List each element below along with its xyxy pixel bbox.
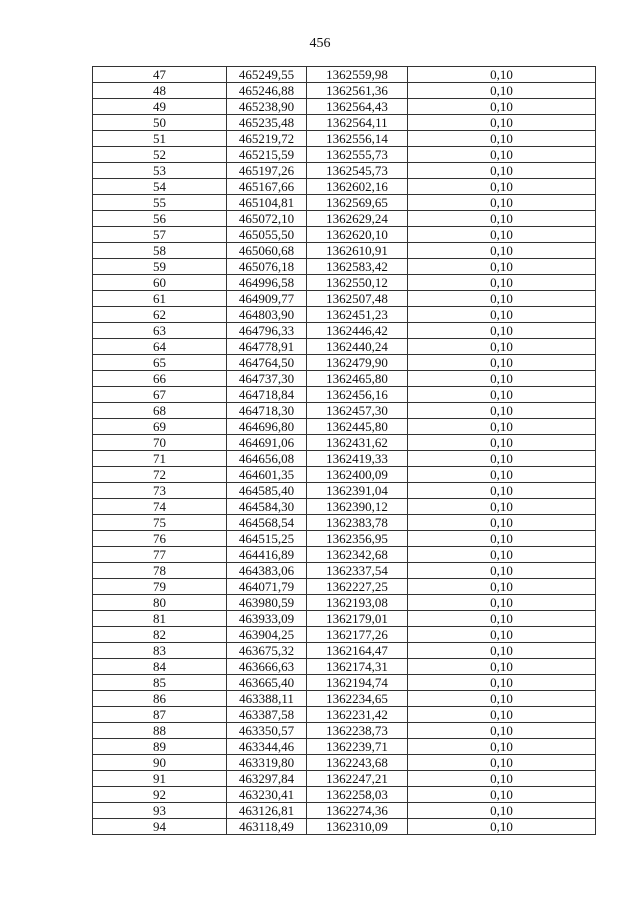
error-cell: 0,10: [408, 547, 596, 563]
point-number-cell: 57: [93, 227, 227, 243]
y-coordinate-cell: 1362583,42: [307, 259, 408, 275]
x-coordinate-cell: 465076,18: [227, 259, 307, 275]
error-cell: 0,10: [408, 723, 596, 739]
table-row: [93, 755, 596, 771]
x-coordinate-cell: 463350,57: [227, 723, 307, 739]
point-number-cell: 91: [93, 771, 227, 787]
point-number-cell: 60: [93, 275, 227, 291]
error-cell: 0,10: [408, 99, 596, 115]
x-coordinate-cell: 463666,63: [227, 659, 307, 675]
error-cell: 0,10: [408, 387, 596, 403]
error-cell: 0,10: [408, 83, 596, 99]
point-number-cell: 74: [93, 499, 227, 515]
point-number-cell: 59: [93, 259, 227, 275]
table-row: [93, 499, 596, 515]
error-cell: 0,10: [408, 371, 596, 387]
x-coordinate-cell: 464584,30: [227, 499, 307, 515]
x-coordinate-cell: 465219,72: [227, 131, 307, 147]
point-number-cell: 67: [93, 387, 227, 403]
y-coordinate-cell: 1362231,42: [307, 707, 408, 723]
error-cell: 0,10: [408, 115, 596, 131]
table-row: [93, 83, 596, 99]
point-number-cell: 94: [93, 819, 227, 835]
y-coordinate-cell: 1362243,68: [307, 755, 408, 771]
error-cell: 0,10: [408, 419, 596, 435]
point-number-cell: 65: [93, 355, 227, 371]
point-number-cell: 75: [93, 515, 227, 531]
y-coordinate-cell: 1362337,54: [307, 563, 408, 579]
y-coordinate-cell: 1362545,73: [307, 163, 408, 179]
error-cell: 0,10: [408, 659, 596, 675]
point-number-cell: 87: [93, 707, 227, 723]
y-coordinate-cell: 1362247,21: [307, 771, 408, 787]
error-cell: 0,10: [408, 611, 596, 627]
x-coordinate-cell: 463980,59: [227, 595, 307, 611]
y-coordinate-cell: 1362238,73: [307, 723, 408, 739]
error-cell: 0,10: [408, 739, 596, 755]
x-coordinate-cell: 464585,40: [227, 483, 307, 499]
error-cell: 0,10: [408, 227, 596, 243]
error-cell: 0,10: [408, 819, 596, 835]
error-cell: 0,10: [408, 435, 596, 451]
y-coordinate-cell: 1362620,10: [307, 227, 408, 243]
table-row: [93, 275, 596, 291]
error-cell: 0,10: [408, 803, 596, 819]
point-number-cell: 58: [93, 243, 227, 259]
point-number-cell: 76: [93, 531, 227, 547]
error-cell: 0,10: [408, 195, 596, 211]
point-number-cell: 62: [93, 307, 227, 323]
x-coordinate-cell: 465246,88: [227, 83, 307, 99]
error-cell: 0,10: [408, 211, 596, 227]
table-row: [93, 435, 596, 451]
y-coordinate-cell: 1362310,09: [307, 819, 408, 835]
error-cell: 0,10: [408, 307, 596, 323]
error-cell: 0,10: [408, 291, 596, 307]
point-number-cell: 84: [93, 659, 227, 675]
error-cell: 0,10: [408, 707, 596, 723]
x-coordinate-cell: 464718,84: [227, 387, 307, 403]
point-number-cell: 92: [93, 787, 227, 803]
x-coordinate-cell: 464515,25: [227, 531, 307, 547]
table-row: [93, 179, 596, 195]
table-row: [93, 371, 596, 387]
y-coordinate-cell: 1362383,78: [307, 515, 408, 531]
table-row: [93, 195, 596, 211]
y-coordinate-cell: 1362457,30: [307, 403, 408, 419]
table-row: [93, 643, 596, 659]
error-cell: 0,10: [408, 579, 596, 595]
y-coordinate-cell: 1362174,31: [307, 659, 408, 675]
table-row: [93, 451, 596, 467]
error-cell: 0,10: [408, 339, 596, 355]
table-row: [93, 739, 596, 755]
point-number-cell: 85: [93, 675, 227, 691]
y-coordinate-cell: 1362274,36: [307, 803, 408, 819]
table-row: [93, 307, 596, 323]
x-coordinate-cell: 464996,58: [227, 275, 307, 291]
point-number-cell: 68: [93, 403, 227, 419]
table-row: [93, 147, 596, 163]
point-number-cell: 88: [93, 723, 227, 739]
table-row: [93, 691, 596, 707]
point-number-cell: 66: [93, 371, 227, 387]
y-coordinate-cell: 1362569,65: [307, 195, 408, 211]
y-coordinate-cell: 1362561,36: [307, 83, 408, 99]
table-row: [93, 419, 596, 435]
table-row: [93, 227, 596, 243]
table-row: [93, 611, 596, 627]
error-cell: 0,10: [408, 451, 596, 467]
x-coordinate-cell: 464778,91: [227, 339, 307, 355]
point-number-cell: 79: [93, 579, 227, 595]
y-coordinate-cell: 1362602,16: [307, 179, 408, 195]
y-coordinate-cell: 1362629,24: [307, 211, 408, 227]
y-coordinate-cell: 1362239,71: [307, 739, 408, 755]
y-coordinate-cell: 1362555,73: [307, 147, 408, 163]
point-number-cell: 47: [93, 67, 227, 83]
error-cell: 0,10: [408, 243, 596, 259]
error-cell: 0,10: [408, 531, 596, 547]
point-number-cell: 71: [93, 451, 227, 467]
x-coordinate-cell: 463297,84: [227, 771, 307, 787]
x-coordinate-cell: 464696,80: [227, 419, 307, 435]
y-coordinate-cell: 1362258,03: [307, 787, 408, 803]
error-cell: 0,10: [408, 179, 596, 195]
y-coordinate-cell: 1362445,80: [307, 419, 408, 435]
table-row: [93, 323, 596, 339]
table-row: [93, 627, 596, 643]
table-row: [93, 355, 596, 371]
y-coordinate-cell: 1362559,98: [307, 67, 408, 83]
x-coordinate-cell: 465072,10: [227, 211, 307, 227]
point-number-cell: 70: [93, 435, 227, 451]
point-number-cell: 73: [93, 483, 227, 499]
y-coordinate-cell: 1362550,12: [307, 275, 408, 291]
point-number-cell: 48: [93, 83, 227, 99]
error-cell: 0,10: [408, 563, 596, 579]
point-number-cell: 90: [93, 755, 227, 771]
table-row: [93, 115, 596, 131]
error-cell: 0,10: [408, 627, 596, 643]
error-cell: 0,10: [408, 499, 596, 515]
x-coordinate-cell: 465249,55: [227, 67, 307, 83]
y-coordinate-cell: 1362164,47: [307, 643, 408, 659]
y-coordinate-cell: 1362356,95: [307, 531, 408, 547]
error-cell: 0,10: [408, 355, 596, 371]
error-cell: 0,10: [408, 787, 596, 803]
y-coordinate-cell: 1362227,25: [307, 579, 408, 595]
y-coordinate-cell: 1362400,09: [307, 467, 408, 483]
x-coordinate-cell: 464383,06: [227, 563, 307, 579]
point-number-cell: 54: [93, 179, 227, 195]
table-row: [93, 787, 596, 803]
point-number-cell: 89: [93, 739, 227, 755]
x-coordinate-cell: 465055,50: [227, 227, 307, 243]
table-row: [93, 803, 596, 819]
y-coordinate-cell: 1362431,62: [307, 435, 408, 451]
point-number-cell: 61: [93, 291, 227, 307]
table-row: [93, 403, 596, 419]
table-row: [93, 243, 596, 259]
x-coordinate-cell: 463388,11: [227, 691, 307, 707]
x-coordinate-cell: 465235,48: [227, 115, 307, 131]
x-coordinate-cell: 464796,33: [227, 323, 307, 339]
x-coordinate-cell: 464071,79: [227, 579, 307, 595]
point-number-cell: 81: [93, 611, 227, 627]
x-coordinate-cell: 463118,49: [227, 819, 307, 835]
x-coordinate-cell: 463126,81: [227, 803, 307, 819]
y-coordinate-cell: 1362556,14: [307, 131, 408, 147]
coordinates-table-body: [93, 67, 596, 835]
point-number-cell: 69: [93, 419, 227, 435]
point-number-cell: 50: [93, 115, 227, 131]
x-coordinate-cell: 463904,25: [227, 627, 307, 643]
table-row: [93, 723, 596, 739]
point-number-cell: 63: [93, 323, 227, 339]
x-coordinate-cell: 465104,81: [227, 195, 307, 211]
table-row: [93, 579, 596, 595]
y-coordinate-cell: 1362179,01: [307, 611, 408, 627]
table-row: [93, 675, 596, 691]
x-coordinate-cell: 463344,46: [227, 739, 307, 755]
y-coordinate-cell: 1362465,80: [307, 371, 408, 387]
x-coordinate-cell: 464909,77: [227, 291, 307, 307]
error-cell: 0,10: [408, 403, 596, 419]
page-number: 456: [309, 36, 331, 51]
error-cell: 0,10: [408, 483, 596, 499]
table-row: [93, 291, 596, 307]
x-coordinate-cell: 464764,50: [227, 355, 307, 371]
x-coordinate-cell: 465215,59: [227, 147, 307, 163]
x-coordinate-cell: 463319,80: [227, 755, 307, 771]
table-row: [93, 67, 596, 83]
point-number-cell: 64: [93, 339, 227, 355]
point-number-cell: 72: [93, 467, 227, 483]
error-cell: 0,10: [408, 131, 596, 147]
y-coordinate-cell: 1362446,42: [307, 323, 408, 339]
table-row: [93, 483, 596, 499]
x-coordinate-cell: 465238,90: [227, 99, 307, 115]
error-cell: 0,10: [408, 771, 596, 787]
table-row: [93, 547, 596, 563]
error-cell: 0,10: [408, 147, 596, 163]
x-coordinate-cell: 464601,35: [227, 467, 307, 483]
y-coordinate-cell: 1362342,68: [307, 547, 408, 563]
error-cell: 0,10: [408, 275, 596, 291]
point-number-cell: 55: [93, 195, 227, 211]
y-coordinate-cell: 1362390,12: [307, 499, 408, 515]
y-coordinate-cell: 1362234,65: [307, 691, 408, 707]
error-cell: 0,10: [408, 67, 596, 83]
table-row: [93, 819, 596, 835]
x-coordinate-cell: 465167,66: [227, 179, 307, 195]
point-number-cell: 93: [93, 803, 227, 819]
x-coordinate-cell: 463933,09: [227, 611, 307, 627]
x-coordinate-cell: 464416,89: [227, 547, 307, 563]
y-coordinate-cell: 1362610,91: [307, 243, 408, 259]
x-coordinate-cell: 464803,90: [227, 307, 307, 323]
x-coordinate-cell: 463230,41: [227, 787, 307, 803]
error-cell: 0,10: [408, 675, 596, 691]
point-number-cell: 77: [93, 547, 227, 563]
error-cell: 0,10: [408, 755, 596, 771]
table-row: [93, 387, 596, 403]
point-number-cell: 82: [93, 627, 227, 643]
x-coordinate-cell: 465060,68: [227, 243, 307, 259]
y-coordinate-cell: 1362479,90: [307, 355, 408, 371]
table-row: [93, 659, 596, 675]
error-cell: 0,10: [408, 691, 596, 707]
table-row: [93, 259, 596, 275]
x-coordinate-cell: 464737,30: [227, 371, 307, 387]
point-number-cell: 56: [93, 211, 227, 227]
table-row: [93, 515, 596, 531]
coordinates-table: [92, 66, 596, 835]
x-coordinate-cell: 464656,08: [227, 451, 307, 467]
x-coordinate-cell: 464691,06: [227, 435, 307, 451]
x-coordinate-cell: 464568,54: [227, 515, 307, 531]
error-cell: 0,10: [408, 643, 596, 659]
x-coordinate-cell: 463665,40: [227, 675, 307, 691]
y-coordinate-cell: 1362564,43: [307, 99, 408, 115]
point-number-cell: 80: [93, 595, 227, 611]
y-coordinate-cell: 1362440,24: [307, 339, 408, 355]
point-number-cell: 51: [93, 131, 227, 147]
error-cell: 0,10: [408, 163, 596, 179]
table-row: [93, 595, 596, 611]
error-cell: 0,10: [408, 259, 596, 275]
point-number-cell: 78: [93, 563, 227, 579]
table-row: [93, 563, 596, 579]
x-coordinate-cell: 465197,26: [227, 163, 307, 179]
y-coordinate-cell: 1362456,16: [307, 387, 408, 403]
y-coordinate-cell: 1362177,26: [307, 627, 408, 643]
point-number-cell: 83: [93, 643, 227, 659]
table-row: [93, 99, 596, 115]
error-cell: 0,10: [408, 323, 596, 339]
table-row: [93, 131, 596, 147]
y-coordinate-cell: 1362194,74: [307, 675, 408, 691]
table-row: [93, 339, 596, 355]
table-row: [93, 211, 596, 227]
error-cell: 0,10: [408, 467, 596, 483]
y-coordinate-cell: 1362451,23: [307, 307, 408, 323]
table-row: [93, 467, 596, 483]
y-coordinate-cell: 1362564,11: [307, 115, 408, 131]
y-coordinate-cell: 1362507,48: [307, 291, 408, 307]
point-number-cell: 53: [93, 163, 227, 179]
table-row: [93, 707, 596, 723]
point-number-cell: 86: [93, 691, 227, 707]
table-row: [93, 771, 596, 787]
x-coordinate-cell: 463675,32: [227, 643, 307, 659]
y-coordinate-cell: 1362419,33: [307, 451, 408, 467]
x-coordinate-cell: 464718,30: [227, 403, 307, 419]
error-cell: 0,10: [408, 595, 596, 611]
point-number-cell: 52: [93, 147, 227, 163]
x-coordinate-cell: 463387,58: [227, 707, 307, 723]
table-row: [93, 531, 596, 547]
point-number-cell: 49: [93, 99, 227, 115]
y-coordinate-cell: 1362193,08: [307, 595, 408, 611]
table-row: [93, 163, 596, 179]
y-coordinate-cell: 1362391,04: [307, 483, 408, 499]
error-cell: 0,10: [408, 515, 596, 531]
